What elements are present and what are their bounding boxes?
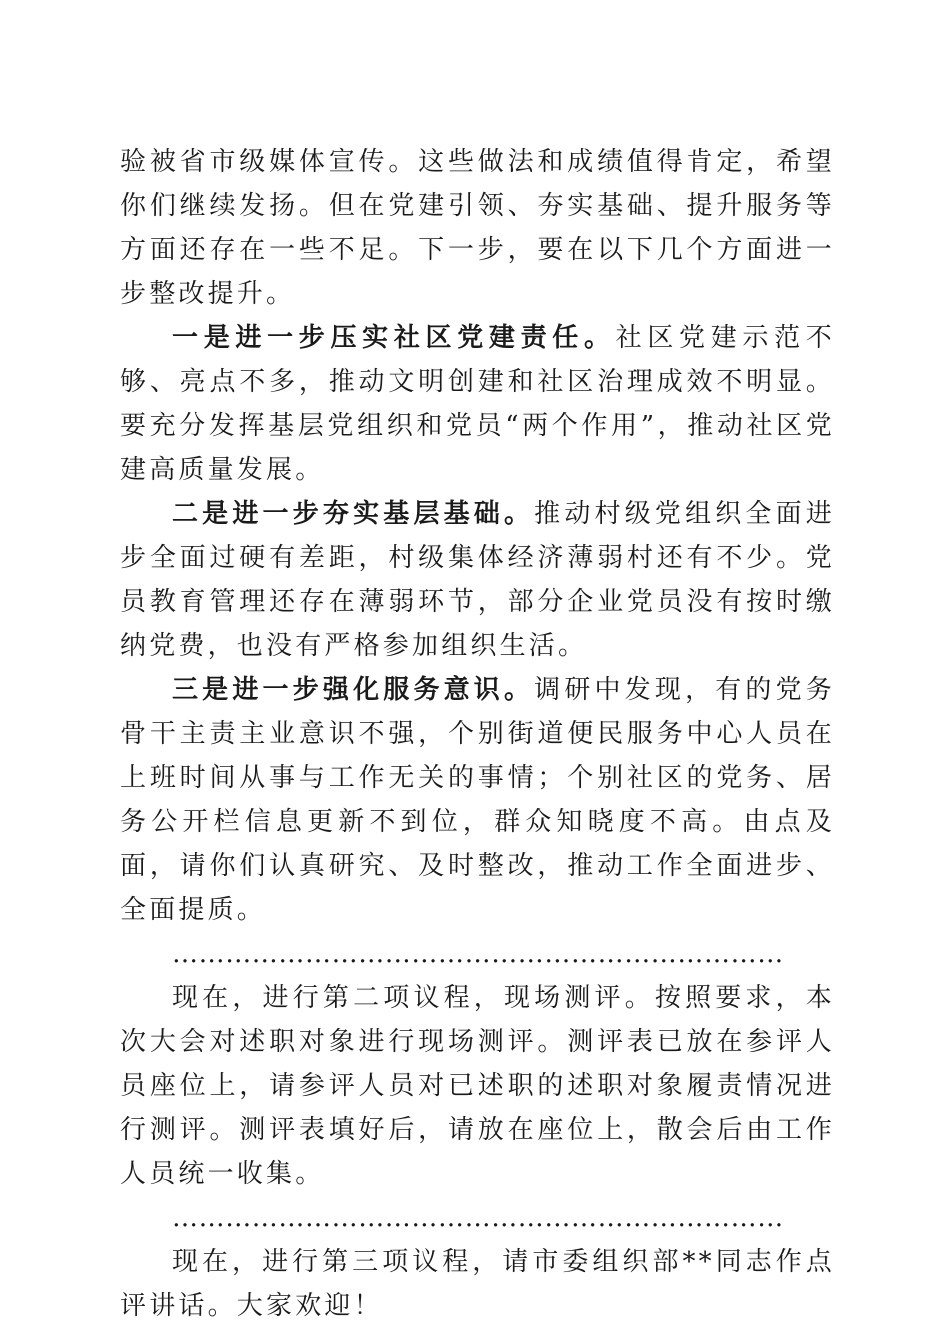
section-separator: …………………………………………………………… — [172, 1203, 784, 1233]
point-one-heading: 一是进一步压实社区党建责任。 — [172, 323, 616, 353]
point-three-body: 调研中发现，有的党务骨干主责主业意识不强，个别街道便民服务中心人员在上班时间从事与工作无关的事情；个别社区的党务、居务公开栏信息更新不到位，群众知晓度不高。由点及面，请你们认真研究、及时整改，推动工作全面进步、全面提质。 — [120, 675, 835, 925]
document-page — [120, 140, 835, 1328]
point-two-heading: 二是进一步夯实基层基础。 — [172, 499, 535, 529]
point-three-heading: 三是进一步强化服务意识。 — [172, 675, 535, 705]
section-separator: …………………………………………………………… — [172, 939, 784, 969]
opening-paragraph: 验被省市级媒体宣传。这些做法和成绩值得肯定，希望你们继续发扬。但在党建引领、夯实基础、提升服务等方面还存在一些不足。下一步，要在以下几个方面进一步整改提升。 — [120, 147, 835, 309]
point-two-body: 推动村级党组织全面进步全面过硬有差距，村级集体经济薄弱村还有不少。党员教育管理还存在薄弱环节，部分企业党员没有按时缴纳党费，也没有严格参加组织生活。 — [120, 499, 835, 661]
agenda-two-paragraph: 现在，进行第二项议程，现场测评。按照要求，本次大会对述职对象进行现场测评。测评表已放在参评人员座位上，请参评人员对已述职的述职对象履责情况进行测评。测评表填好后，请放在座位上，散会后由工作人员统一收集。 — [120, 983, 835, 1189]
point-one-body: 社区党建示范不够、亮点不多，推动文明创建和社区治理成效不明显。要充分发挥基层党组织和党员“两个作用”，推动社区党建高质量发展。 — [120, 323, 835, 485]
point-one-paragraph — [120, 316, 835, 492]
agenda-three-paragraph: 现在，进行第三项议程，请市委组织部**同志作点评讲话。大家欢迎！ — [120, 1247, 835, 1321]
point-three-paragraph — [120, 668, 835, 932]
point-two-paragraph — [120, 492, 835, 668]
